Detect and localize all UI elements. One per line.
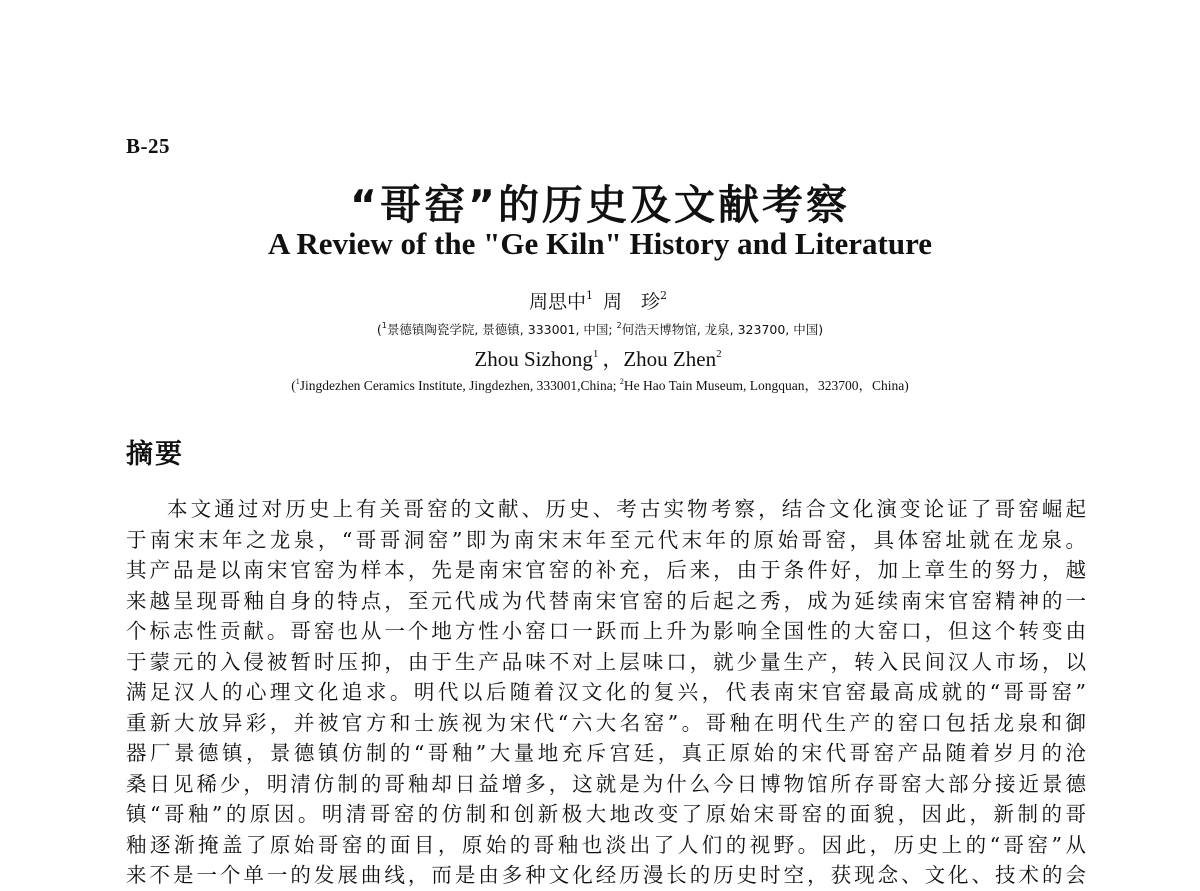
author-en-2: Zhou Zhen bbox=[623, 347, 717, 371]
abstract-heading: 摘要 bbox=[126, 439, 184, 470]
affil-zh-open: ( bbox=[376, 322, 382, 337]
abstract-line: 釉逐渐掩盖了原始哥窑的面目，原始的哥釉也淡出了人们的视野。因此，历史上的“哥窑”从 bbox=[126, 832, 1086, 857]
abstract-line: 器厂景德镇，景德镇仿制的“哥釉”大量地充斥宫廷，真正原始的宋代哥窑产品随着岁月的沧 bbox=[126, 741, 1086, 765]
title-chinese: “哥窑”的历史及文献考察 bbox=[350, 181, 850, 229]
affiliation-english bbox=[0, 374, 1200, 394]
abstract-line: 满足汉人的心理文化追求。明代以后随着汉文化的复兴，代表南宋官窑最高成就的“哥哥窑” bbox=[126, 680, 1086, 704]
author-en-1-sup: 1 bbox=[592, 348, 599, 360]
affil-en-text-2: He Hao Tain Museum, Longquan，323700，China) bbox=[623, 378, 909, 393]
abstract-line: 个标志性贡献。哥窑也从一个地方性小窑口一跃而上升为影响全国性的大窑口，但这个转变由 bbox=[126, 619, 1086, 643]
paper-code: B-25 bbox=[126, 134, 170, 158]
affil-en-sup-1: 1 bbox=[295, 377, 300, 386]
title-english: A Review of the "Ge Kiln" History and Literature bbox=[267, 226, 933, 261]
abstract-line: 来不是一个单一的发展曲线，而是由多种文化经历漫长的历史时空，获现念、文化、技术的会 bbox=[126, 863, 1086, 887]
author-1-sup: 1 bbox=[585, 289, 593, 302]
authors-english bbox=[0, 343, 1200, 373]
affil-en-text-1: Jingdezhen Ceramics Institute, Jingdezhen, 333001,China; bbox=[299, 378, 620, 393]
affil-zh-text-2: 何浩天博物馆, 龙泉, 323700, 中国) bbox=[621, 322, 824, 337]
affiliation-chinese bbox=[0, 320, 1200, 338]
author-en-1: Zhou Sizhong bbox=[474, 347, 593, 371]
abstract-line: 桑日见稀少，明清仿制的哥釉却日益增多，这就是为什么今日博物馆所存哥窑大部分接近景德 bbox=[126, 771, 1086, 796]
author-en-2-sup: 2 bbox=[716, 348, 722, 360]
authors-chinese bbox=[0, 287, 1200, 314]
affil-en-sup-2: 2 bbox=[619, 377, 624, 386]
abstract-line: 本文通过对历史上有关哥窑的文献、历史、考古实物考察，结合文化演变论证了哥窑崛起 bbox=[167, 497, 1086, 521]
affil-en-open: ( bbox=[291, 378, 296, 393]
author-2-sup: 2 bbox=[660, 289, 668, 302]
author-en-sep: ， bbox=[602, 347, 624, 371]
abstract-line: 来越呈现哥釉自身的特点，至元代成为代替南宋官窑的后起之秀，成为延续南宋官窑精神的一 bbox=[126, 588, 1086, 613]
abstract-line: 于蒙元的入侵被暂时压抑，由于生产品味不对上层味口，就少量生产，转入民间汉人市场，以 bbox=[126, 649, 1086, 674]
abstract-line: 于南宋末年之龙泉，“哥哥洞窑”即为南宋末年至元代末年的原始哥窑，具体窑址就在龙泉。 bbox=[126, 527, 1086, 552]
author-1-name: 周思中 bbox=[528, 291, 586, 313]
affil-zh-sup-2: 2 bbox=[616, 321, 622, 330]
author-2-name: 周 珍 bbox=[603, 291, 661, 313]
abstract-line: 其产品是以南宋官窑为样本，先是南宋官窑的补充，后来，由于条件好，加上章生的努力，越 bbox=[126, 558, 1086, 582]
abstract-body bbox=[126, 494, 1086, 891]
abstract-line: 镇“哥釉”的原因。明清哥窑的仿制和创新极大地改变了原始宋哥窑的面貌，因此，新制的哥 bbox=[126, 802, 1086, 826]
abstract-line: 重新大放异彩，并被官方和士族视为宋代“六大名窑”。哥釉在明代生产的窑口包括龙泉和御 bbox=[126, 710, 1086, 735]
affil-zh-sup-1: 1 bbox=[381, 321, 387, 330]
affil-zh-text-1: 景德镇陶瓷学院, 景德镇, 333001, 中国; bbox=[386, 322, 617, 337]
